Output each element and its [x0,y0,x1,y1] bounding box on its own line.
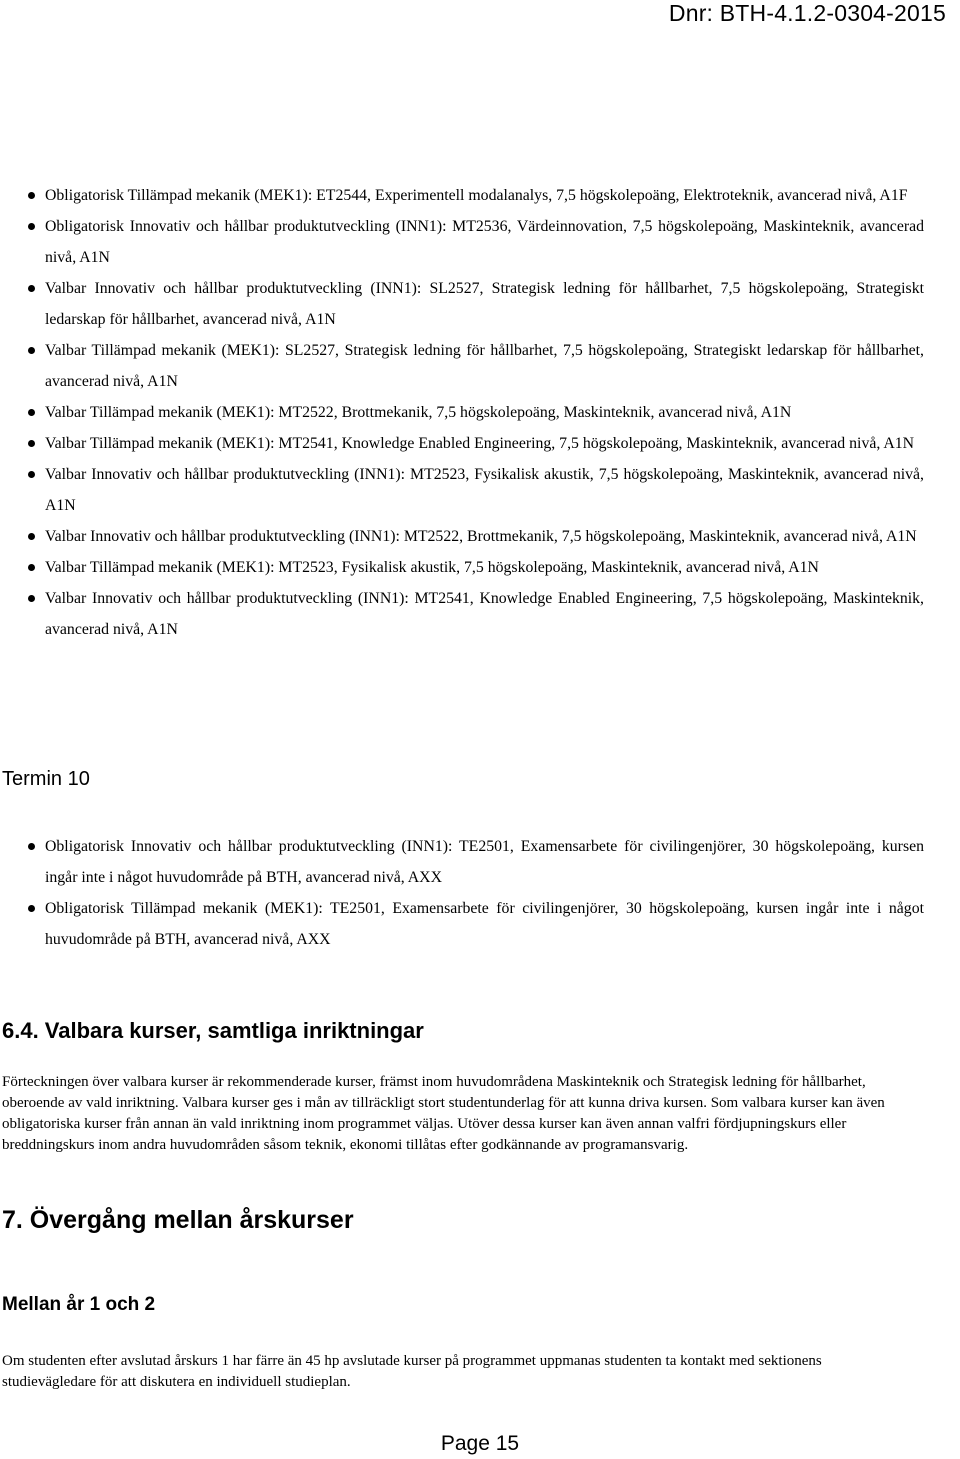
course-text: Valbar Tillämpad mekanik (MEK1): MT2522, Brottmekanik, 7,5 högskolepoäng, Maskinteknik, avancerad nivå, A1N [45,404,792,421]
course-list-item [0,180,960,211]
course-list-item [0,273,960,335]
term10-heading: Termin 10 [2,768,90,790]
course-text: Valbar Innovativ och hållbar produktutveckling (INN1): MT2541, Knowledge Enabled Engineering, 7,5 högskolepoäng, Maskinteknik, avancerad nivå, A1N [45,590,924,638]
bullet-icon [28,471,35,478]
course-list-item [0,893,960,955]
course-list-item [0,335,960,397]
course-text: Valbar Innovativ och hållbar produktutveckling (INN1): MT2523, Fysikalisk akustik, 7,5 högskolepoäng, Maskinteknik, avancerad nivå, A1N [45,466,924,514]
bullet-icon [28,223,35,230]
bullet-icon [28,843,35,850]
page-number: Page 15 [440,1432,520,1455]
course-text: Obligatorisk Innovativ och hållbar produktutveckling (INN1): TE2501, Examensarbete för civilingenjörer, 30 högskolepoäng, kursen ingår inte i något huvudområde på BTH, avancerad nivå, AXX [45,838,924,886]
term9-course-list-container [0,180,960,645]
section-6-4-heading: 6.4. Valbara kurser, samtliga inriktningar [2,1018,424,1043]
course-text: Valbar Innovativ och hållbar produktutveckling (INN1): MT2522, Brottmekanik, 7,5 högskolepoäng, Maskinteknik, avancerad nivå, A1N [45,528,917,545]
course-text: Obligatorisk Innovativ och hållbar produktutveckling (INN1): MT2536, Värdeinnovation, 7,5 högskolepoäng, Maskinteknik, avancerad nivå, A1N [45,218,924,266]
course-text: Obligatorisk Tillämpad mekanik (MEK1): TE2501, Examensarbete för civilingenjörer, 30 högskolepoäng, kursen ingår inte i något huvudområde på BTH, avancerad nivå, AXX [45,900,924,948]
term10-course-list [0,831,960,955]
section-7-paragraph: Om studenten efter avslutad årskurs 1 har färre än 45 hp avslutade kurser på programmet uppmanas studenten ta kontakt med sektionens studievägledare för att diskutera en individuell studieplan. [2,1353,822,1390]
course-list-item [0,552,960,583]
section-7-sub-heading: Mellan år 1 och 2 [2,1294,156,1315]
term9-course-list [0,180,960,645]
bullet-icon [28,192,35,199]
course-list-item [0,583,960,645]
course-text: Valbar Tillämpad mekanik (MEK1): MT2541, Knowledge Enabled Engineering, 7,5 högskolepoäng, Maskinteknik, avancerad nivå, A1N [45,435,915,452]
course-list-item [0,459,960,521]
section-6-4-paragraph: Förteckningen över valbara kurser är rekommenderade kurser, främst inom huvudområdena Maskinteknik och Strategisk ledning för hållbarhet, oberoende av vald inriktning. Valbara kurser ges i mån av tillräckligt stort studentunderlag för att kunna driva kursen. Som valbara kurser kan även obligatoriska kurser från annan än vald inriktning inom programmet väljas. Utöver dessa kurser kan även annan valfri fördjupningskurs eller breddningskurs inom andra huvudområden såsom teknik, ekonomi tillåtas efter godkännande av programansvarig. [2,1074,885,1153]
bullet-icon [28,285,35,292]
course-list-item [0,397,960,428]
bullet-icon [28,347,35,354]
section-7-heading: 7. Övergång mellan årskurser [2,1206,354,1234]
course-list-item [0,211,960,273]
bullet-icon [28,533,35,540]
bullet-icon [28,905,35,912]
course-text: Valbar Tillämpad mekanik (MEK1): SL2527, Strategisk ledning för hållbarhet, 7,5 högskolepoäng, Strategiskt ledarskap för hållbarhet, avancerad nivå, A1N [45,342,924,390]
course-list-item [0,521,960,552]
course-text: Valbar Innovativ och hållbar produktutveckling (INN1): SL2527, Strategisk ledning för hållbarhet, 7,5 högskolepoäng, Strategiskt ledarskap för hållbarhet, avancerad nivå, A1N [45,280,924,328]
bullet-icon [28,564,35,571]
course-text: Valbar Tillämpad mekanik (MEK1): MT2523, Fysikalisk akustik, 7,5 högskolepoäng, Maskinteknik, avancerad nivå, A1N [45,559,819,576]
course-list-item [0,831,960,893]
course-text: Obligatorisk Tillämpad mekanik (MEK1): ET2544, Experimentell modalanalys, 7,5 högskolepoäng, Elektroteknik, avancerad nivå, A1F [45,187,908,204]
course-list-item [0,428,960,459]
document-reference-number: Dnr: BTH-4.1.2-0304-2015 [668,0,946,26]
bullet-icon [28,595,35,602]
bullet-icon [28,409,35,416]
bullet-icon [28,440,35,447]
term10-course-list-container [0,831,960,955]
